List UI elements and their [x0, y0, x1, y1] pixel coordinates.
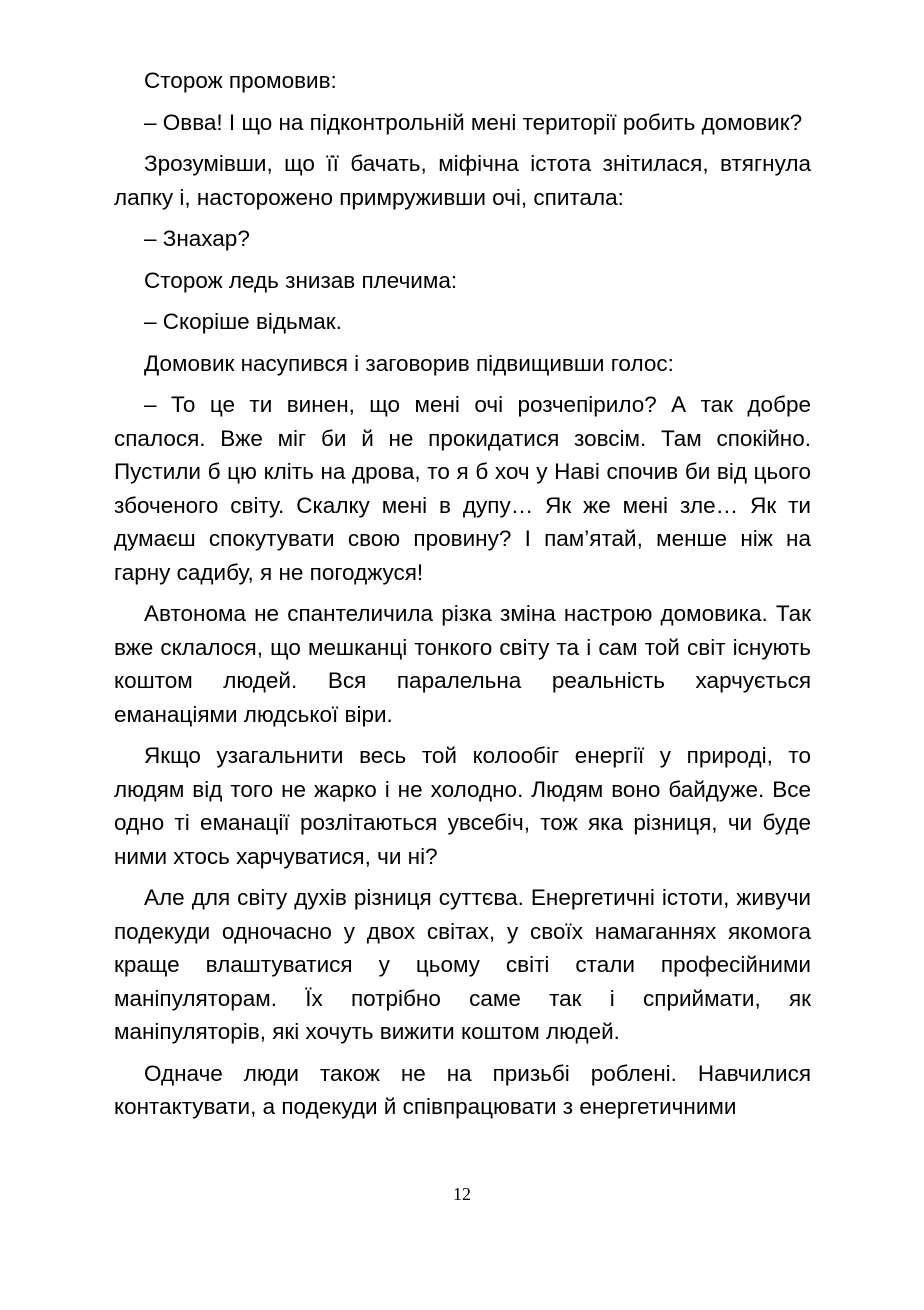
page-body — [114, 64, 811, 1132]
paragraph-4: – Знахар? — [144, 226, 250, 251]
paragraph-3: Зрозумівши, що її бачать, міфічна істота знітилася, втягнула лапку і, насторожено примруживши очі, спитала: — [114, 151, 811, 210]
paragraph-2: – Овва! І що на підконтрольній мені території робить домовик? — [144, 109, 803, 135]
paragraph-9: Автонома не спантеличила різка зміна настрою домовика. Так вже склалося, що мешканці тонкого світу та і сам той світ існують коштом людей. Вся паралельна реальність харчується еманаціями людської віри. — [114, 601, 811, 727]
paragraph-6: – Скоріше відьмак. — [144, 309, 342, 334]
page-number: 12 — [453, 1184, 471, 1204]
paragraph-7: Домовик насупився і заговорив підвищивши голос: — [144, 350, 674, 376]
paragraph-5: Сторож ледь знизав плечима: — [144, 267, 458, 293]
paragraph-1: Сторож промовив: — [144, 68, 337, 93]
paragraph-12: Одначе люди також не на призьбі роблені. Навчилися контактувати, а подекуди й співпрацювати з енергетичними — [114, 1060, 811, 1119]
paragraph-10: Якщо узагальнити весь той колообіг енергії у природі, то людям від того не жарко і не холодно. Людям воно байдуже. Все одно ті еманації розлітаються увсебіч, тож яка різниця, чи буде ними хтось харчуватися, чи ні? — [114, 743, 811, 869]
paragraph-11: Але для світу духів різниця суттєва. Енергетичні істоти, живучи подекуди одночасно у двох світах, у своїх намаганнях якомога краще влаштуватися у цьому світі стали професійними маніпуляторам. Їх потрібно саме так і сприймати, як маніпуляторів, які хочуть вижити коштом людей. — [114, 885, 811, 1044]
paragraph-8: – То це ти винен, що мені очі розчепірило? А так добре спалося. Вже міг би й не прокидатися зовсім. Там спокійно. Пустили б цю кліть на дрова, то я б хоч у Наві спочив би від цього збоченого світу. Скалку мені в дупу… Як же мені зле… Як ти думаєш спокутувати свою провину? І пам’ятай, менше ніж на гарну садибу, я не погоджуся! — [114, 392, 811, 585]
